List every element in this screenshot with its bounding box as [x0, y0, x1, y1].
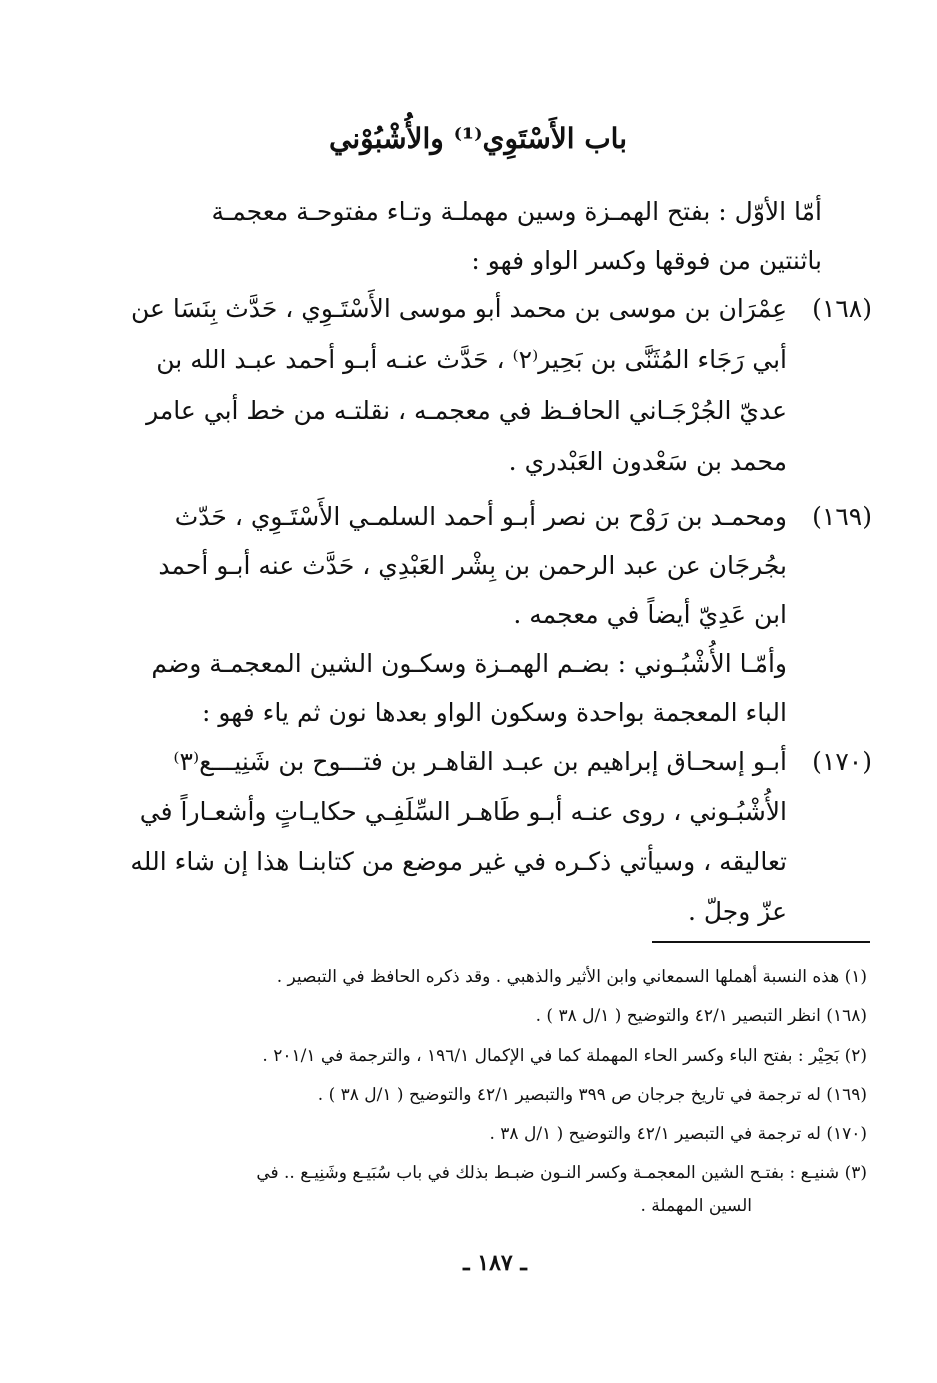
entry-168-line-4: محمد بن سَعْدون العَبْدري . [508, 447, 787, 476]
entry-168-line-2: أبي رَجَاء المُثَنَّى بن بَحِير⁽٢⁾ ، حَدَّث عنـه أبـو أحمد عبـد الله بن [156, 345, 787, 374]
footnote-1: (١) هذه النسبة أهملها السمعاني وابن الأثير والذهبي . وقد ذكره الحافظ في التبصير . [276, 967, 867, 987]
entry-170-line-4: عزّ وجلّ . [687, 897, 787, 926]
footnote-3-continued: السين المهملة . [640, 1196, 752, 1216]
intro2-line-2: الباء المعجمة بواحدة وسكون الواو بعدها نون ثم ياء فهو : [201, 698, 787, 727]
entry-number-170: (١٧٠) [812, 747, 872, 776]
entry-number-168: (١٦٨) [812, 294, 872, 323]
footnote-3: (٣) شنيـع : بفتـح الشين المعجمـة وكسر النـون ضبـط بذلك في باب سُبَيـع وشَنِيـع .. في [256, 1163, 867, 1183]
intro-line-1: أمّا الأوّل : بفتح الهمـزة وسين مهملـة وتـاء مفتوحـة معجمـة [211, 197, 822, 226]
intro2-line-1: وأمّـا الأُشْبُـوني : بضـم الهمـزة وسكـون الشين المعجمـة وضم [151, 649, 787, 678]
entry-169-line-1: ومحمـد بن رَوْح بن نصر أبـو أحمد السلمـي الأَسْتَـوِي ، حَدّث [174, 502, 787, 531]
footnote-168: (١٦٨) انظر التبصير ٤٢/١ والتوضيح ( ١/ل ٣٨ ) . [535, 1006, 867, 1026]
footnote-separator [652, 941, 870, 943]
chapter-title: باب الأَسْتَوِي⁽¹⁾ والأُشْبُوْني [329, 122, 627, 155]
entry-169-line-2: بجُرجَان عن عبد الرحمن بن بِشْر العَبْدِي ، حَدَّث عنه أبـو أحمد [158, 551, 787, 580]
entry-170-line-1: أبـو إسحـاق إبراهيم بن عبـد القاهـر بن فتـــوح بن شَنِيـــع⁽٣⁾ [173, 747, 787, 776]
footnote-2: (٢) بَحِيْر : بفتح الباء وكسر الحاء المهملة كما في الإكمال ١٩٦/١ ، والترجمة في ٢٠١/١ . [262, 1046, 867, 1066]
entry-170-line-3: تعاليقه ، وسيأتي ذكـره في غير موضع من كتابنـا هذا إن شاء الله [130, 847, 787, 876]
entry-169-line-3: ابن عَدِيّ أيضاً في معجمه . [513, 600, 787, 629]
page-number: ـ ١٨٧ ـ [463, 1250, 527, 1276]
entry-number-169: (١٦٩) [812, 502, 872, 531]
footnote-169: (١٦٩) له ترجمة في تاريخ جرجان ص ٣٩٩ والتبصير ٤٢/١ والتوضيح ( ١/ل ٣٨ ) . [317, 1085, 867, 1105]
intro-line-2: باثنتين من فوقها وكسر الواو فهو : [471, 246, 822, 275]
entry-168-line-3: عديّ الجُرْجَـاني الحافـظ في معجمـه ، نقلتـه من خط أبي عامر [146, 396, 787, 425]
footnote-170: (١٧٠) له ترجمة في التبصير ٤٢/١ والتوضيح ( ١/ل ٣٨ . [489, 1124, 867, 1144]
entry-170-line-2: الأُشْبُـوني ، روى عنـه أبـو طَاهـر السِّلَفِـي حكايـاتٍ وأشعـاراً في [139, 797, 787, 826]
entry-168-line-1: عِمْرَان بن موسى بن محمد أبو موسى الأَسْتَـوِي ، حَدَّث بِنَسَا عن [130, 294, 787, 323]
